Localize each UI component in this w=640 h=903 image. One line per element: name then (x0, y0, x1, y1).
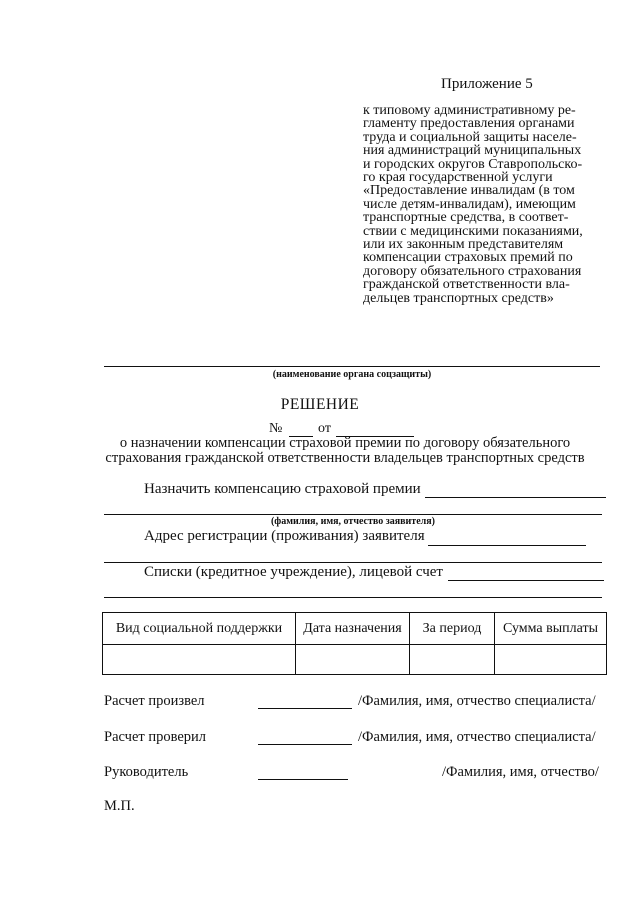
number-label: № (269, 421, 283, 436)
accounts-label: Списки (кредитное учреждение), лицевой счет (144, 564, 443, 580)
table-cell (410, 645, 495, 675)
head-role: /Фамилия, имя, отчество/ (442, 764, 599, 780)
decision-subtitle-line-1: о назначении компенсации страховой премии по договору обязательного (119, 435, 571, 451)
head-signature-line (258, 779, 348, 780)
applicant-name-line (104, 514, 602, 515)
checked-by-label: Расчет проверил (104, 729, 207, 745)
stamp-label: М.П. (104, 798, 135, 814)
assign-compensation-label: Назначить компенсацию страховой премии (144, 481, 421, 497)
org-caption: (наименование органа соцзащиты) (272, 369, 432, 380)
decision-subtitle (80, 436, 610, 466)
table-header-row (103, 613, 607, 645)
checked-by-role: /Фамилия, имя, отчество специалиста/ (358, 729, 596, 745)
support-table (102, 612, 607, 675)
head-label: Руководитель (104, 764, 189, 780)
table-cell (296, 645, 410, 675)
applicant-caption: (фамилия, имя, отчество заявителя) (270, 516, 436, 527)
appendix-title: Приложение 5 (441, 76, 533, 92)
decision-subtitle-line-2: страхования гражданской ответственности владельцев транспортных средств (105, 450, 585, 466)
appendix-reference-text: к типовому административному ре- гламенту предоставления органами труда и социальной защиты населе- ния администраций муниципальных и городских округов Ставропольско- го края государственной услуги «Предоставление инвалидам (в том числе детям-инвалидам), имеющим транспортные средства, в соответ- ствии с медицинскими показаниями, или их законным представителям компенсации страховых премий по договору обязательного страхования гражданской ответственности вла- дельцев транспортных средств» (363, 103, 583, 306)
table-cell (495, 645, 607, 675)
table-row (103, 645, 607, 675)
table-header-cell: Сумма выплаты (495, 613, 607, 645)
checked-by-signature-line (258, 744, 352, 745)
table-header-cell: За период (410, 613, 495, 645)
calculated-by-signature-line (258, 708, 352, 709)
accounts-blank (448, 580, 604, 581)
address-label: Адрес регистрации (проживания) заявителя (144, 528, 425, 544)
address-blank (428, 545, 586, 546)
assign-compensation-blank (425, 497, 606, 498)
accounts-line-2 (104, 597, 602, 598)
calculated-by-label: Расчет произвел (104, 693, 205, 709)
date-label: от (318, 421, 331, 436)
table-header-cell: Вид социальной поддержки (103, 613, 296, 645)
table-header-cell: Дата назначения (296, 613, 410, 645)
address-line-2 (104, 562, 602, 563)
calculated-by-role: /Фамилия, имя, отчество специалиста/ (358, 693, 596, 709)
org-name-line (104, 366, 600, 367)
decision-title: РЕШЕНИЕ (280, 396, 360, 413)
table-cell (103, 645, 296, 675)
